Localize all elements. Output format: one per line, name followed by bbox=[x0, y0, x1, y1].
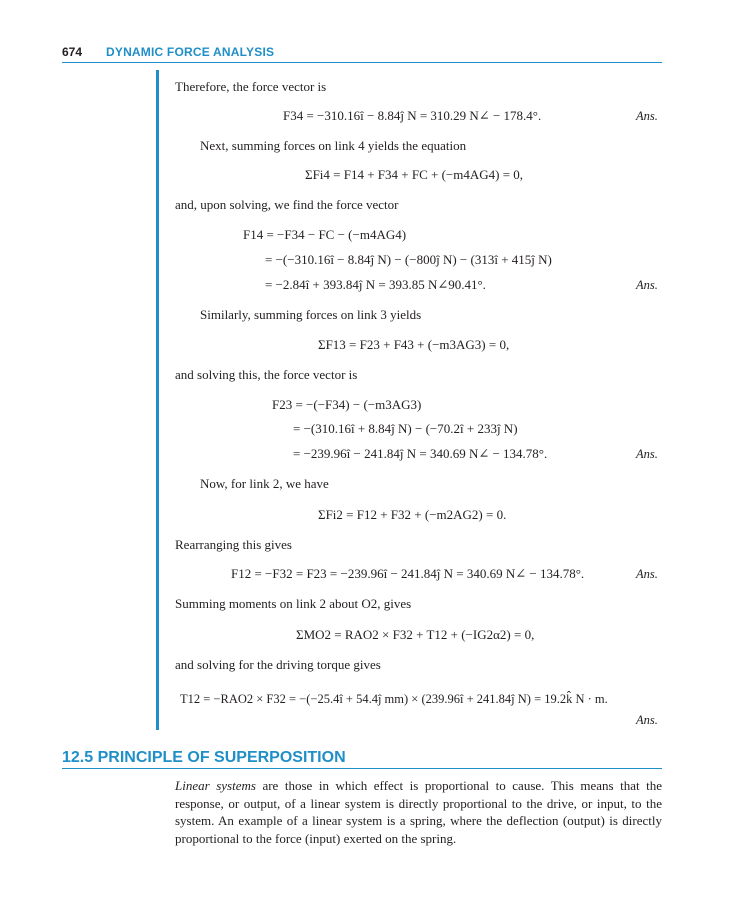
answer-label-4: Ans. bbox=[636, 567, 658, 581]
section-rule bbox=[62, 768, 662, 769]
answer-label-1: Ans. bbox=[636, 109, 658, 123]
text-force-vector-intro: Therefore, the force vector is bbox=[175, 79, 327, 94]
paragraph-text: are those in which effect is proportional to cause. This means that the response, or output, of a linear system is directly proportional to the drive, or input, to the system. An example of a linear system is a spring, where the deflection (output) is directly proportional to the force (input) exerted on the spring. bbox=[175, 778, 662, 846]
text-link4-sum: Next, summing forces on link 4 yields the equation bbox=[200, 138, 467, 153]
page-number: 674 bbox=[62, 45, 83, 59]
equation-sum-link3: ΣF13 = F23 + F43 + (−m3AG3) = 0, bbox=[318, 337, 510, 352]
text-summing-moments: Summing moments on link 2 about O2, gives bbox=[175, 596, 412, 611]
text-rearranging: Rearranging this gives bbox=[175, 537, 292, 552]
answer-label-3: Ans. bbox=[636, 447, 658, 461]
paragraph-lead-term: Linear systems bbox=[175, 778, 256, 793]
equation-t12: T12 = −RAO2 × F32 = −(−25.4î + 54.4ĵ mm) × (239.96î + 241.84ĵ N) = 19.2k̂ N · m. bbox=[180, 692, 608, 706]
equation-moments: ΣMO2 = RAO2 × F32 + T12 + (−IG2α2) = 0, bbox=[296, 627, 535, 642]
equation-f14-c: = −2.84î + 393.84ĵ N = 393.85 N∠90.41°. bbox=[265, 277, 486, 292]
equation-f34: F34 = −310.16î − 8.84ĵ N = 310.29 N∠ − 178.4°. bbox=[283, 108, 542, 123]
text-solving-this: and solving this, the force vector is bbox=[175, 367, 358, 382]
header-rule bbox=[62, 62, 662, 63]
equation-f14-a: F14 = −F34 − FC − (−m4AG4) bbox=[243, 227, 407, 242]
text-upon-solving: and, upon solving, we find the force vector bbox=[175, 197, 399, 212]
equation-f14-b: = −(−310.16î − 8.84ĵ N) − (−800ĵ N) − (313î + 415ĵ N) bbox=[265, 252, 552, 267]
equation-sum-link4: ΣFi4 = F14 + F34 + FC + (−m4AG4) = 0, bbox=[305, 167, 524, 182]
text-driving-torque: and solving for the driving torque gives bbox=[175, 657, 381, 672]
text-link2: Now, for link 2, we have bbox=[200, 476, 329, 491]
section-paragraph bbox=[175, 777, 662, 847]
example-sidebar-bar bbox=[156, 70, 159, 730]
equation-f23-c: = −239.96î − 241.84ĵ N = 340.69 N∠ − 134.78°. bbox=[293, 446, 548, 461]
text-link3-sum: Similarly, summing forces on link 3 yields bbox=[200, 307, 422, 322]
equation-f12: F12 = −F32 = F23 = −239.96î − 241.84ĵ N = 340.69 N∠ − 134.78°. bbox=[231, 566, 585, 581]
answer-label-2: Ans. bbox=[636, 278, 658, 292]
running-title: DYNAMIC FORCE ANALYSIS bbox=[106, 45, 275, 59]
section-title: 12.5 PRINCIPLE OF SUPERPOSITION bbox=[62, 749, 346, 766]
answer-label-5: Ans. bbox=[636, 713, 658, 727]
equation-f23-a: F23 = −(−F34) − (−m3AG3) bbox=[272, 397, 422, 412]
equation-sum-link2: ΣFi2 = F12 + F32 + (−m2AG2) = 0. bbox=[318, 507, 507, 522]
equation-f23-b: = −(310.16î + 8.84ĵ N) − (−70.2î + 233ĵ N) bbox=[293, 421, 518, 436]
